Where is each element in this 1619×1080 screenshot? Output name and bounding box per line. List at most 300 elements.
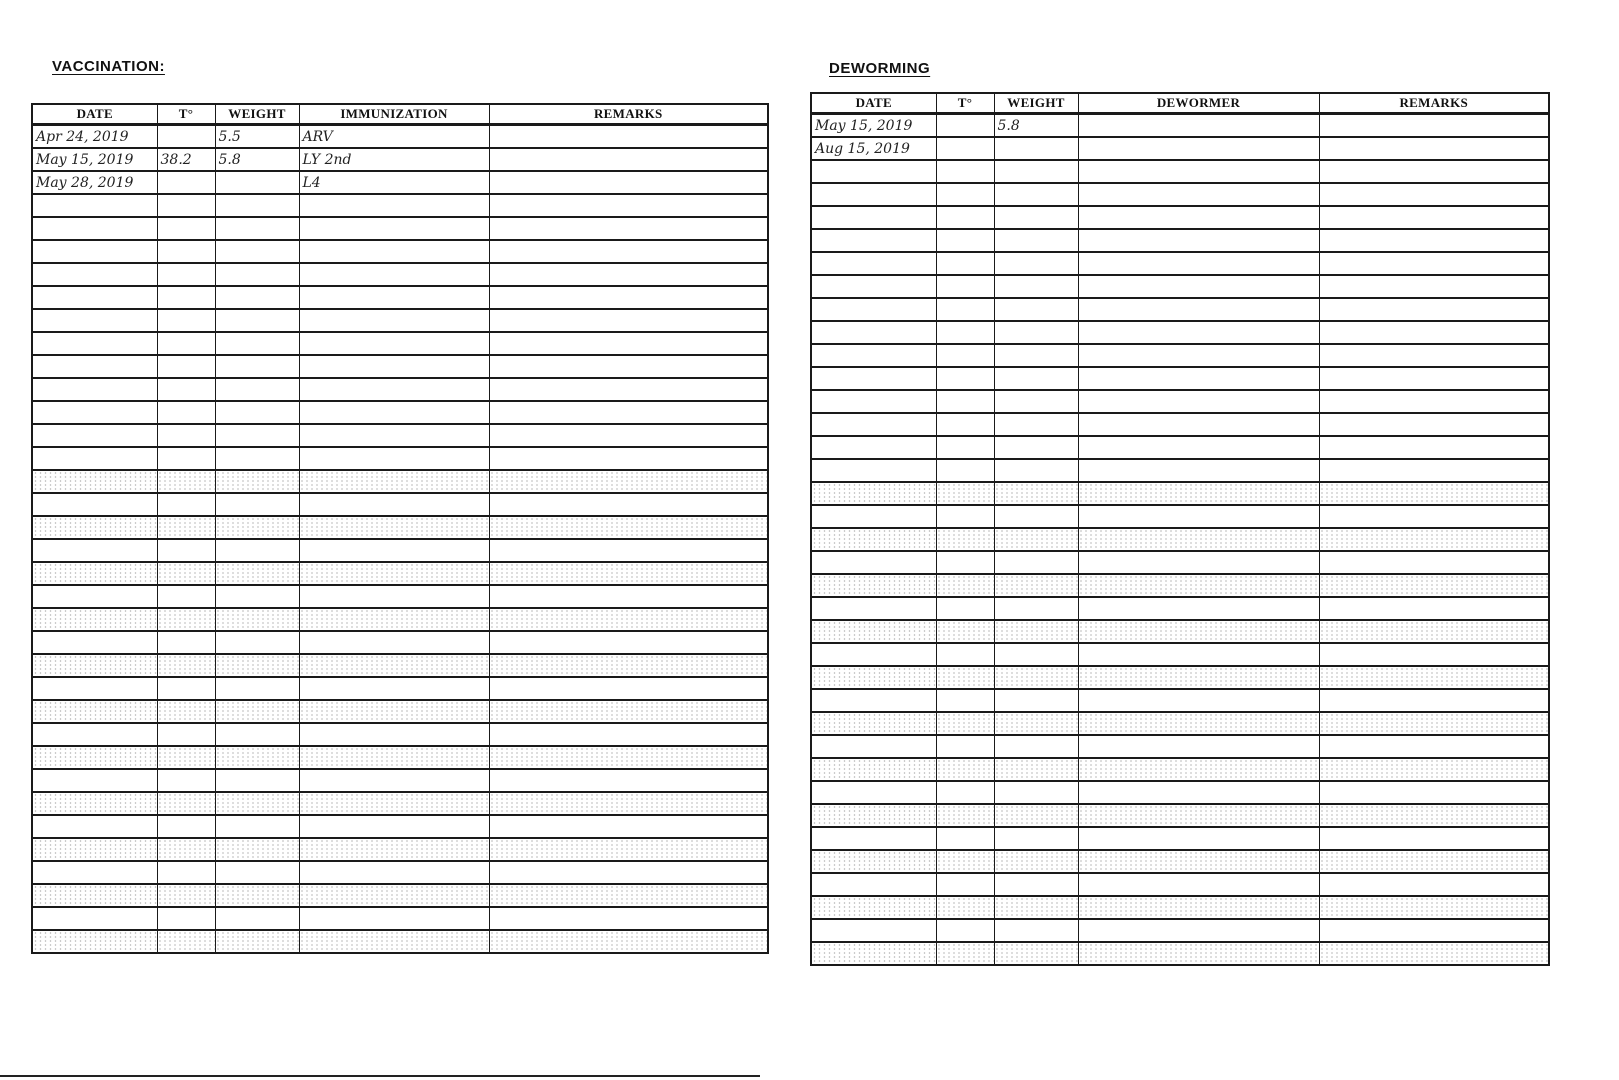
empty-cell	[489, 401, 768, 424]
empty-cell	[299, 493, 489, 516]
empty-cell	[936, 459, 994, 482]
empty-cell	[1319, 827, 1549, 850]
empty-cell	[215, 815, 299, 838]
empty-cell	[1319, 620, 1549, 643]
empty-cell	[811, 206, 936, 229]
empty-cell	[811, 321, 936, 344]
empty-cell	[936, 252, 994, 275]
empty-cell	[1078, 390, 1319, 413]
empty-cell	[1319, 275, 1549, 298]
empty-cell	[994, 712, 1078, 735]
empty-cell	[936, 896, 994, 919]
empty-cell	[811, 804, 936, 827]
empty-cell	[994, 620, 1078, 643]
cell-date: Apr 24, 2019	[32, 125, 157, 149]
empty-cell	[994, 344, 1078, 367]
empty-cell	[32, 700, 157, 723]
empty-cell	[215, 700, 299, 723]
empty-cell	[994, 689, 1078, 712]
empty-cell	[299, 240, 489, 263]
empty-cell	[32, 240, 157, 263]
empty-cell	[936, 390, 994, 413]
empty-cell	[1319, 252, 1549, 275]
col-header-date: DATE	[32, 104, 157, 125]
empty-cell	[1319, 643, 1549, 666]
empty-cell	[32, 286, 157, 309]
empty-cell	[157, 608, 215, 631]
empty-cell	[811, 229, 936, 252]
empty-cell	[1078, 919, 1319, 942]
empty-cell	[1078, 804, 1319, 827]
empty-cell	[32, 585, 157, 608]
empty-cell	[32, 516, 157, 539]
empty-table-row	[32, 263, 768, 286]
empty-table-row	[32, 447, 768, 470]
empty-cell	[1319, 942, 1549, 965]
empty-cell	[157, 654, 215, 677]
empty-cell	[811, 574, 936, 597]
cell-weight: 5.5	[215, 125, 299, 149]
empty-cell	[936, 413, 994, 436]
empty-cell	[1078, 850, 1319, 873]
empty-cell	[994, 735, 1078, 758]
empty-cell	[157, 424, 215, 447]
empty-table-row	[32, 677, 768, 700]
empty-cell	[32, 815, 157, 838]
empty-cell	[811, 620, 936, 643]
cell-temperature	[157, 171, 215, 194]
empty-cell	[299, 677, 489, 700]
col-header-weight: WEIGHT	[215, 104, 299, 125]
empty-cell	[1078, 252, 1319, 275]
empty-cell	[215, 677, 299, 700]
empty-cell	[215, 884, 299, 907]
empty-cell	[1319, 919, 1549, 942]
empty-cell	[811, 827, 936, 850]
empty-cell	[936, 183, 994, 206]
cell-temperature	[936, 114, 994, 138]
empty-cell	[1319, 689, 1549, 712]
empty-cell	[936, 160, 994, 183]
empty-cell	[299, 746, 489, 769]
empty-cell	[936, 505, 994, 528]
empty-cell	[32, 608, 157, 631]
empty-cell	[489, 792, 768, 815]
cell-remarks	[1319, 114, 1549, 138]
empty-cell	[157, 194, 215, 217]
empty-cell	[1319, 459, 1549, 482]
empty-cell	[811, 413, 936, 436]
empty-cell	[215, 792, 299, 815]
empty-cell	[215, 562, 299, 585]
empty-table-row	[32, 631, 768, 654]
empty-table-row	[811, 183, 1549, 206]
col-header-remarks: REMARKS	[489, 104, 768, 125]
empty-cell	[811, 735, 936, 758]
empty-cell	[994, 528, 1078, 551]
empty-table-row	[32, 516, 768, 539]
cell-remarks	[1319, 137, 1549, 160]
empty-cell	[994, 206, 1078, 229]
empty-cell	[994, 850, 1078, 873]
empty-table-row	[811, 252, 1549, 275]
cell-immunization: L4	[299, 171, 489, 194]
empty-table-row	[811, 367, 1549, 390]
empty-cell	[1319, 321, 1549, 344]
empty-cell	[32, 907, 157, 930]
empty-cell	[299, 723, 489, 746]
empty-cell	[32, 447, 157, 470]
empty-table-row	[32, 424, 768, 447]
empty-cell	[811, 919, 936, 942]
empty-table-row	[811, 459, 1549, 482]
empty-cell	[489, 815, 768, 838]
cell-temperature	[157, 125, 215, 149]
empty-cell	[157, 884, 215, 907]
empty-cell	[1319, 666, 1549, 689]
empty-cell	[936, 229, 994, 252]
empty-cell	[1078, 942, 1319, 965]
empty-cell	[32, 309, 157, 332]
empty-cell	[215, 539, 299, 562]
empty-cell	[936, 344, 994, 367]
empty-cell	[299, 838, 489, 861]
empty-cell	[489, 746, 768, 769]
empty-table-row	[811, 712, 1549, 735]
empty-cell	[32, 355, 157, 378]
empty-cell	[1319, 896, 1549, 919]
empty-table-row	[811, 735, 1549, 758]
empty-cell	[811, 459, 936, 482]
col-header-date: DATE	[811, 93, 936, 114]
empty-cell	[994, 436, 1078, 459]
empty-cell	[811, 505, 936, 528]
empty-cell	[811, 275, 936, 298]
empty-cell	[811, 482, 936, 505]
empty-cell	[32, 861, 157, 884]
empty-table-row	[811, 827, 1549, 850]
empty-cell	[489, 631, 768, 654]
empty-cell	[215, 608, 299, 631]
empty-cell	[1078, 229, 1319, 252]
empty-cell	[811, 781, 936, 804]
empty-cell	[936, 666, 994, 689]
empty-cell	[994, 160, 1078, 183]
empty-cell	[489, 194, 768, 217]
empty-cell	[936, 873, 994, 896]
empty-cell	[1319, 390, 1549, 413]
table-row	[32, 125, 768, 149]
empty-cell	[299, 539, 489, 562]
empty-cell	[1319, 873, 1549, 896]
empty-cell	[994, 666, 1078, 689]
empty-cell	[1078, 160, 1319, 183]
empty-cell	[1319, 367, 1549, 390]
empty-cell	[157, 746, 215, 769]
empty-cell	[215, 286, 299, 309]
empty-cell	[489, 286, 768, 309]
empty-table-row	[32, 194, 768, 217]
empty-table-row	[811, 597, 1549, 620]
empty-cell	[994, 275, 1078, 298]
empty-cell	[32, 654, 157, 677]
empty-cell	[489, 585, 768, 608]
empty-cell	[215, 516, 299, 539]
empty-cell	[994, 252, 1078, 275]
empty-cell	[489, 769, 768, 792]
empty-cell	[1078, 827, 1319, 850]
empty-cell	[489, 378, 768, 401]
empty-cell	[936, 528, 994, 551]
empty-cell	[936, 735, 994, 758]
empty-cell	[215, 493, 299, 516]
cell-temperature: 38.2	[157, 148, 215, 171]
col-header-remarks: REMARKS	[1319, 93, 1549, 114]
empty-cell	[994, 597, 1078, 620]
empty-cell	[811, 873, 936, 896]
empty-cell	[936, 298, 994, 321]
empty-cell	[1078, 206, 1319, 229]
empty-cell	[994, 367, 1078, 390]
empty-cell	[936, 206, 994, 229]
empty-cell	[994, 942, 1078, 965]
cell-date: Aug 15, 2019	[811, 137, 936, 160]
empty-cell	[32, 332, 157, 355]
empty-cell	[215, 263, 299, 286]
empty-cell	[32, 493, 157, 516]
empty-cell	[32, 217, 157, 240]
empty-cell	[32, 677, 157, 700]
empty-table-row	[811, 781, 1549, 804]
empty-cell	[811, 252, 936, 275]
empty-table-row	[811, 505, 1549, 528]
empty-table-row	[811, 919, 1549, 942]
empty-cell	[811, 850, 936, 873]
empty-cell	[157, 562, 215, 585]
empty-table-row	[811, 482, 1549, 505]
empty-cell	[1319, 413, 1549, 436]
empty-cell	[994, 482, 1078, 505]
empty-cell	[1319, 436, 1549, 459]
empty-cell	[157, 631, 215, 654]
empty-cell	[299, 608, 489, 631]
empty-cell	[299, 355, 489, 378]
empty-cell	[215, 424, 299, 447]
empty-cell	[32, 539, 157, 562]
empty-cell	[811, 643, 936, 666]
empty-cell	[811, 298, 936, 321]
empty-cell	[994, 643, 1078, 666]
empty-cell	[32, 746, 157, 769]
table-header-row	[32, 104, 768, 125]
empty-cell	[215, 907, 299, 930]
empty-cell	[157, 677, 215, 700]
empty-cell	[811, 528, 936, 551]
empty-cell	[299, 792, 489, 815]
empty-cell	[811, 183, 936, 206]
empty-cell	[1078, 275, 1319, 298]
table-row	[32, 171, 768, 194]
empty-table-row	[811, 666, 1549, 689]
empty-cell	[489, 562, 768, 585]
empty-cell	[215, 654, 299, 677]
empty-cell	[811, 344, 936, 367]
empty-cell	[936, 781, 994, 804]
empty-cell	[994, 827, 1078, 850]
empty-cell	[157, 309, 215, 332]
empty-cell	[299, 309, 489, 332]
empty-cell	[936, 367, 994, 390]
empty-cell	[994, 574, 1078, 597]
empty-cell	[299, 930, 489, 953]
empty-cell	[994, 321, 1078, 344]
empty-table-row	[811, 321, 1549, 344]
empty-cell	[936, 643, 994, 666]
empty-cell	[299, 470, 489, 493]
deworming-table	[810, 92, 1550, 966]
empty-cell	[299, 424, 489, 447]
empty-cell	[1319, 735, 1549, 758]
empty-cell	[936, 758, 994, 781]
empty-table-row	[32, 746, 768, 769]
empty-table-row	[32, 332, 768, 355]
empty-cell	[1319, 160, 1549, 183]
empty-cell	[215, 240, 299, 263]
empty-cell	[32, 792, 157, 815]
empty-cell	[215, 217, 299, 240]
empty-cell	[215, 585, 299, 608]
empty-cell	[1319, 758, 1549, 781]
table-row	[32, 148, 768, 171]
empty-table-row	[811, 574, 1549, 597]
empty-cell	[299, 631, 489, 654]
empty-table-row	[32, 700, 768, 723]
empty-table-row	[32, 769, 768, 792]
empty-cell	[32, 194, 157, 217]
empty-table-row	[811, 275, 1549, 298]
empty-cell	[489, 861, 768, 884]
empty-table-row	[32, 355, 768, 378]
empty-cell	[811, 758, 936, 781]
empty-cell	[936, 942, 994, 965]
empty-cell	[489, 493, 768, 516]
empty-cell	[215, 332, 299, 355]
empty-cell	[1078, 459, 1319, 482]
empty-table-row	[811, 344, 1549, 367]
empty-cell	[936, 919, 994, 942]
empty-cell	[32, 263, 157, 286]
empty-cell	[1319, 712, 1549, 735]
empty-cell	[299, 447, 489, 470]
empty-cell	[1319, 551, 1549, 574]
empty-cell	[1319, 528, 1549, 551]
empty-table-row	[811, 804, 1549, 827]
empty-cell	[157, 930, 215, 953]
page-bottom-rule	[0, 1075, 760, 1077]
empty-cell	[936, 620, 994, 643]
empty-cell	[157, 516, 215, 539]
empty-cell	[157, 447, 215, 470]
empty-table-row	[32, 493, 768, 516]
empty-table-row	[32, 861, 768, 884]
cell-remarks	[489, 125, 768, 149]
cell-date: May 15, 2019	[811, 114, 936, 138]
empty-cell	[157, 769, 215, 792]
vaccination-table	[31, 103, 769, 954]
empty-table-row	[811, 229, 1549, 252]
empty-cell	[1078, 758, 1319, 781]
empty-cell	[1078, 436, 1319, 459]
empty-cell	[936, 850, 994, 873]
empty-cell	[994, 505, 1078, 528]
empty-cell	[215, 723, 299, 746]
empty-cell	[811, 942, 936, 965]
empty-table-row	[811, 620, 1549, 643]
empty-cell	[936, 275, 994, 298]
empty-table-row	[811, 298, 1549, 321]
empty-cell	[299, 654, 489, 677]
empty-cell	[936, 689, 994, 712]
empty-table-row	[32, 401, 768, 424]
empty-cell	[1078, 643, 1319, 666]
empty-cell	[994, 551, 1078, 574]
empty-cell	[1319, 597, 1549, 620]
empty-cell	[157, 493, 215, 516]
empty-cell	[811, 551, 936, 574]
empty-cell	[299, 700, 489, 723]
empty-table-row	[32, 240, 768, 263]
empty-cell	[936, 827, 994, 850]
empty-table-row	[811, 206, 1549, 229]
empty-cell	[489, 332, 768, 355]
empty-cell	[811, 896, 936, 919]
empty-cell	[215, 838, 299, 861]
empty-cell	[157, 378, 215, 401]
empty-cell	[157, 332, 215, 355]
empty-cell	[994, 459, 1078, 482]
empty-cell	[215, 401, 299, 424]
empty-cell	[489, 608, 768, 631]
empty-cell	[1078, 712, 1319, 735]
empty-cell	[489, 884, 768, 907]
empty-cell	[1319, 229, 1549, 252]
cell-immunization: ARV	[299, 125, 489, 149]
empty-cell	[1319, 344, 1549, 367]
empty-cell	[489, 516, 768, 539]
empty-cell	[215, 447, 299, 470]
empty-cell	[811, 597, 936, 620]
empty-cell	[1078, 298, 1319, 321]
empty-cell	[994, 804, 1078, 827]
col-header-immunization: IMMUNIZATION	[299, 104, 489, 125]
empty-cell	[299, 332, 489, 355]
empty-cell	[157, 815, 215, 838]
empty-cell	[157, 286, 215, 309]
empty-cell	[994, 758, 1078, 781]
cell-remarks	[489, 171, 768, 194]
empty-cell	[215, 631, 299, 654]
empty-cell	[215, 309, 299, 332]
empty-table-row	[32, 309, 768, 332]
empty-cell	[157, 240, 215, 263]
empty-cell	[1078, 689, 1319, 712]
empty-table-row	[811, 390, 1549, 413]
empty-cell	[994, 390, 1078, 413]
empty-cell	[1078, 367, 1319, 390]
empty-cell	[32, 838, 157, 861]
empty-cell	[936, 712, 994, 735]
table-row	[811, 114, 1549, 138]
